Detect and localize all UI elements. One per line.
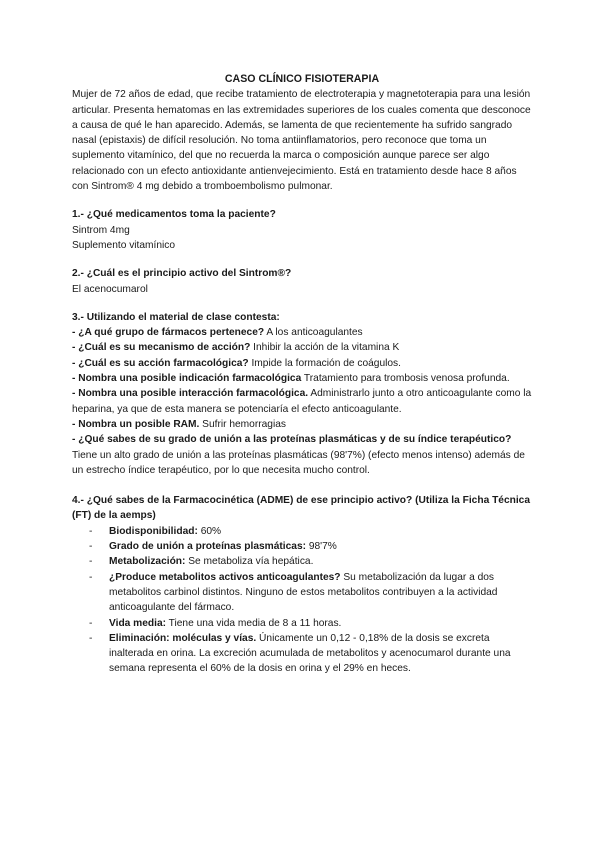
adme-item-text: 60% [197,525,222,537]
adme-item-label: Biodisponibilidad: [109,525,198,537]
q3-item-text: A los anticoagulantes [264,327,363,339]
q3-item [72,386,532,417]
document-page [72,72,532,677]
q3-item [72,325,532,340]
q3-item-text: Tiene un alto grado de unión a las proteínas plasmáticas (98'7%) (efecto menos intenso) además de un estrecho índice terapéutico, por lo que necesita mucho control. [72,449,525,476]
question-4: 4.- ¿Qué sabes de la Farmacocinética (ADME) de ese principio activo? (Utiliza la Ficha Técnica (FT) de la aemps) [72,495,531,522]
question-2: 2.- ¿Cuál es el principio activo del Sintrom®? [72,268,292,280]
adme-item-label: Grado de unión a proteínas plasmáticas: [109,541,307,553]
q3-item [72,371,532,386]
q3-item [72,417,532,432]
q3-item [72,432,532,478]
question-3: 3.- Utilizando el material de clase contesta: [72,311,280,323]
q3-item-text: Tratamiento para trombosis venosa profunda. [301,373,510,385]
adme-item [72,524,532,539]
adme-item-label: Eliminación: moléculas y vías. [109,632,257,644]
q3-item-label: - Nombra una posible interacción farmacológica. [72,388,309,400]
question-1: 1.- ¿Qué medicamentos toma la paciente? [72,209,276,221]
q3-item-label: - Nombra un posible RAM. [72,418,200,430]
q3-item-label: - ¿Cuál es su acción farmacológica? [72,357,249,369]
adme-item-text: Su metabolización da lugar a dos metabolitos carbinol distintos. Ninguno de estos metabolitos contribuyen a la actividad anticoagulante del fármaco. [109,571,498,614]
adme-item [72,616,532,631]
adme-item-label: Vida media: [109,617,166,629]
adme-item-text: Se metaboliza vía hepática. [185,556,314,568]
q3-item [72,356,532,371]
adme-item [72,631,532,677]
q3-item-label: - ¿Cuál es su mecanismo de acción? [72,342,251,354]
q3-item-label: - ¿A qué grupo de fármacos pertenece? [72,327,265,339]
q3-item-text: Administrarlo junto a otro anticoagulante como la heparina, ya que de esta manera se potenciaría el efecto anticoagulante. [72,388,532,415]
answer-1-line-1: Sintrom 4mg [72,224,130,236]
adme-item-label: Metabolización: [109,556,186,568]
q3-item-text: Sufrir hemorragias [199,418,286,430]
q3-item-text: Impide la formación de coágulos. [248,357,401,369]
adme-item-text: Tiene una vida media de 8 a 11 horas. [166,617,342,629]
adme-item-label: ¿Produce metabolitos activos anticoagulantes? [109,571,341,583]
case-description: Mujer de 72 años de edad, que recibe tratamiento de electroterapia y magnetoterapia para una lesión articular. Presenta hematomas en las extremidades superiores de los cuales comenta que desconoce a causa de qué le han aparecido. Además, se lamenta de que recientemente ha sufrido sangrado nasal (epistaxis) de difícil resolución. No toma antiinflamatorios, pero reconoce que toma un suplemento vitamínico, del que no recuerda la marca o composición aunque parece ser algo relacionado con un efecto antioxidante antienvejecimiento. Está en tratamiento desde hace 8 años con Sintrom® 4 mg debido a tromboembolismo pulmonar. [72,89,531,193]
answer-1-line-2: Suplemento vitamínico [72,239,176,251]
adme-item [72,539,532,554]
q3-item-label: - ¿Qué sabes de su grado de unión a las proteínas plasmáticas y de su índice terapéutico? [72,434,512,446]
adme-list [72,524,532,677]
adme-item-text: 98'7% [306,541,337,553]
adme-item [72,554,532,569]
q3-item [72,340,532,355]
q3-item-label: - Nombra una posible indicación farmacológica [72,373,302,385]
adme-item [72,570,532,616]
q3-item-text: Inhibir la acción de la vitamina K [250,342,400,354]
answer-2: El acenocumarol [72,283,148,295]
document-title: CASO CLÍNICO FISIOTERAPIA [224,73,380,85]
adme-item-text: Únicamente un 0,12 - 0,18% de la dosis se excreta inalterada en orina. La excreción acumulada de metabolitos y acenocumarol durante una semana representa el 60% de la dosis en orina y el 29% en heces. [109,632,511,675]
